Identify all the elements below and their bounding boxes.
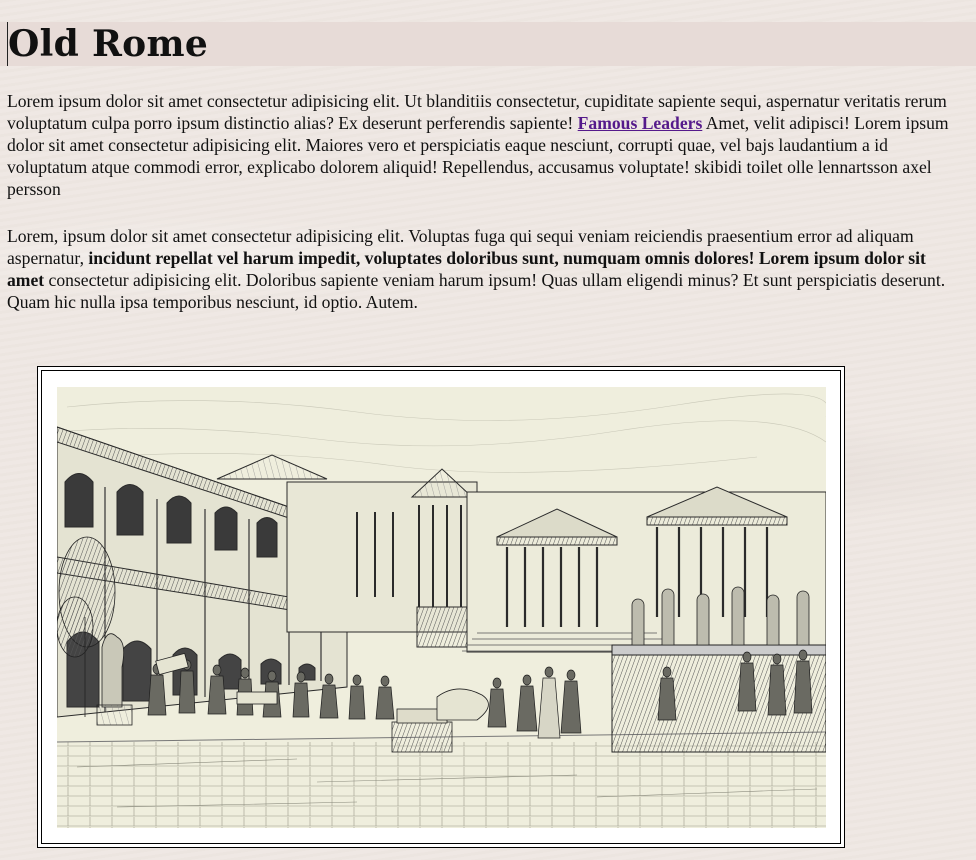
intro-text-end: Amet, velit adipisci! Lorem ipsum dolor sit amet consectetur adipisicing elit. Maiores vero et perspiciatis eaque nesciunt, corrupti quae, vel bajs laudantium a id voluptatum atque commodi error, explicabo dolorem aliquid! Repellendus, accusamus voluptate! skibidi toilet olle lennartsson axel persson <box>7 113 949 199</box>
page-title: Old Rome <box>8 23 209 65</box>
engraving-illustration <box>57 387 826 828</box>
intro-text-start: Lorem ipsum dolor sit amet consectetur adipisicing elit. Ut blanditiis consectetur, cupiditate sapiente sequi, aspernatur veritatis rerum voluptatum culpa porro ipsum distinctio alias? Ex deserunt perferendis sapiente! <box>7 91 947 133</box>
famous-leaders-link[interactable]: Famous Leaders <box>577 113 703 133</box>
intro-paragraph <box>7 90 965 200</box>
second-paragraph <box>7 225 965 313</box>
roman-forum-engraving <box>57 387 826 828</box>
second-text-end: consectetur adipisicing elit. Doloribus sapiente veniam harum ipsum! Quas ullam eligendi minus? Et sunt perspiciatis deserunt. Quam hic nulla ipsa temporibus nesciunt, id optio. Autem. <box>7 270 946 312</box>
second-text-start: Lorem, ipsum dolor sit amet consectetur adipisicing elit. Voluptas fuga qui sequi veniam reiciendis praesentium error ad aliquam aspernatur, <box>7 226 914 268</box>
bold-passage: incidunt repellat vel harum impedit, voluptates doloribus sunt, numquam omnis dolores! Lorem ipsum dolor sit amet <box>7 248 926 290</box>
